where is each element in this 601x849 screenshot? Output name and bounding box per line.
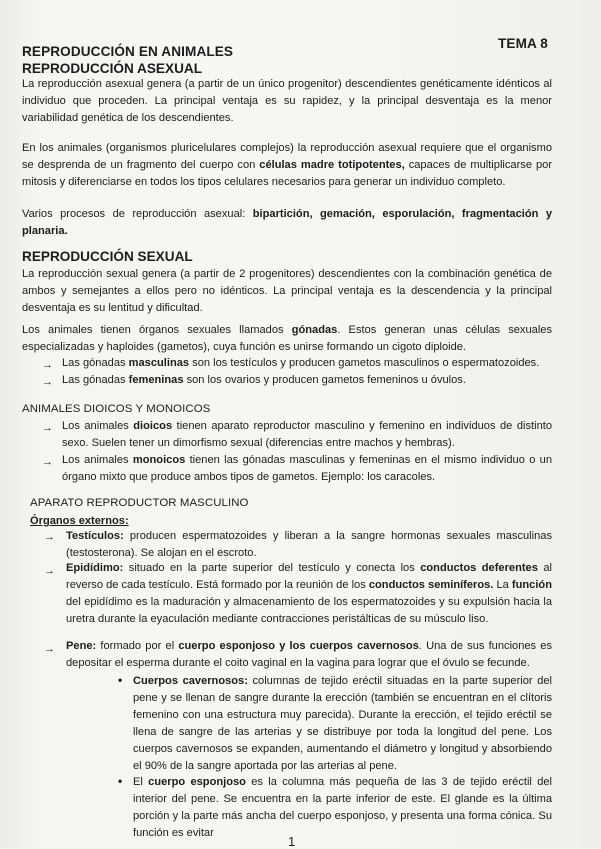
arrow-icon: → — [42, 376, 53, 388]
pene-item: Pene: formado por el cuerpo esponjoso y los cuerpos cavernosos. Una de sus funciones es depositar el esperma durante el coito vaginal en la vagina para lograr que el óvulo se fecunde. — [66, 640, 552, 669]
list-item-dioicos: Los animales dioicos tienen aparato reproductor masculino y femenino en individuos de distinto sexo. Suelen tener un dimorfismo sexual (diferencias entre machos y hembras). — [62, 420, 552, 449]
cuerpos-cavernosos-item: Cuerpos cavernosos: columnas de tejido eréctil situadas en la parte superior del pene y se llenan de sangre durante la erección (también se encuentran en el clítoris femenino con una estructura muy parecida). Durante la erección, el tejido eréctil se llena de sangre de las arterias y se distribuye por toda la longitud del pene. Los cuerpos cavernosos se expanden, aumentando el diámetro y longitud y absorbiendo el 90% de la sangre aportada por las arterias al pene. — [133, 675, 552, 772]
page-number: 1 — [288, 834, 296, 849]
masculino-heading: APARATO REPRODUCTOR MASCULINO — [30, 497, 249, 509]
cuerpo-esponjoso-item: El cuerpo esponjoso es la columna más pequeña de las 3 de tejido eréctil del interior del pene. Se encuentra en la parte inferior de este. El glande es la última porción y la parte más ancha del cuerpo esponjoso, y presenta una forma cónica. Su función es evitar — [133, 776, 552, 839]
list-item-masculinas: Las gónadas masculinas son los testículos y producen gametos masculinos o espermatozoides. — [62, 357, 540, 369]
bullet-icon: • — [118, 673, 123, 687]
epididimo-item: Epidídimo: situado en la parte superior del testículo y conecta los conductos deferentes al reverso de cada testículo. Está formado por la reunión de los conductos seminíferos. La función del epidídimo es la maduración y almacenamiento de los espermatozoides y su expulsión hacia la uretra durante la eyaculación mediante contracciones peristálticas de su músculo liso. — [66, 562, 553, 625]
list-item-monoicos: Los animales monoicos tienen las gónadas masculinas y femeninas en el mismo individuo o un órgano mixto que produce ambos tipos de gametos. Ejemplo: los caracoles. — [62, 454, 552, 483]
arrow-icon: → — [44, 643, 55, 655]
sexual-paragraph-1: La reproducción sexual genera (a partir de 2 progenitores) descendientes con la combinación genética de ambos y semejantes a ellos pero no idénticos. La principal ventaja es la descendencia y la principal desventaja es su lentitud y dificultad. — [22, 268, 552, 314]
asexual-paragraph-3: Varios procesos de reproducción asexual: bipartición, gemación, esporulación, fragmentación y planaria. — [22, 208, 553, 237]
arrow-icon: → — [42, 359, 53, 371]
list-item-femeninas: Las gónadas femeninas son los ovarios y producen gametos femeninos u óvulos. — [62, 374, 466, 386]
asexual-paragraph-2: En los animales (organismos pluricelulares complejos) la reproducción asexual requiere que el organismo se desprenda de un fragmento del cuerpo con células madre totipotentes, capaces de multiplicarse por mitosis y diferenciarse en todos los tipos celulares necesarios para generar un individuo completo. — [22, 142, 553, 188]
sexual-paragraph-2: Los animales tienen órganos sexuales llamados gónadas. Estos generan unas células sexuales especializadas y haploides (gametos), cuya función es unirse formando un cigoto diploide. — [22, 324, 553, 353]
arrow-icon: → — [44, 565, 55, 577]
arrow-icon: → — [44, 531, 55, 543]
arrow-icon: → — [42, 456, 53, 468]
asexual-paragraph-1: La reproducción asexual genera (a partir de un único progenitor) descendientes genéticamente idénticos al individuo que proceden. La principal ventaja es su rapidez, y la principal desventaja es la menor variabilidad genética de los descendientes. — [22, 78, 552, 124]
sexual-heading: REPRODUCCIÓN SEXUAL — [22, 249, 193, 264]
arrow-icon: → — [42, 422, 53, 434]
asexual-heading: REPRODUCCIÓN ASEXUAL — [22, 61, 203, 76]
document-title: REPRODUCCIÓN EN ANIMALES — [22, 44, 234, 59]
organos-externos-subheading: Órganos externos: — [30, 515, 129, 527]
testiculos-item: Testículos: producen espermatozoides y liberan a la sangre hormonas sexuales masculinas (testosterona). Se alojan en el escroto. — [66, 530, 552, 559]
tema-label: TEMA 8 — [498, 36, 548, 51]
bullet-icon: • — [118, 774, 123, 788]
dioicos-heading: ANIMALES DIOICOS Y MONOICOS — [22, 403, 211, 415]
